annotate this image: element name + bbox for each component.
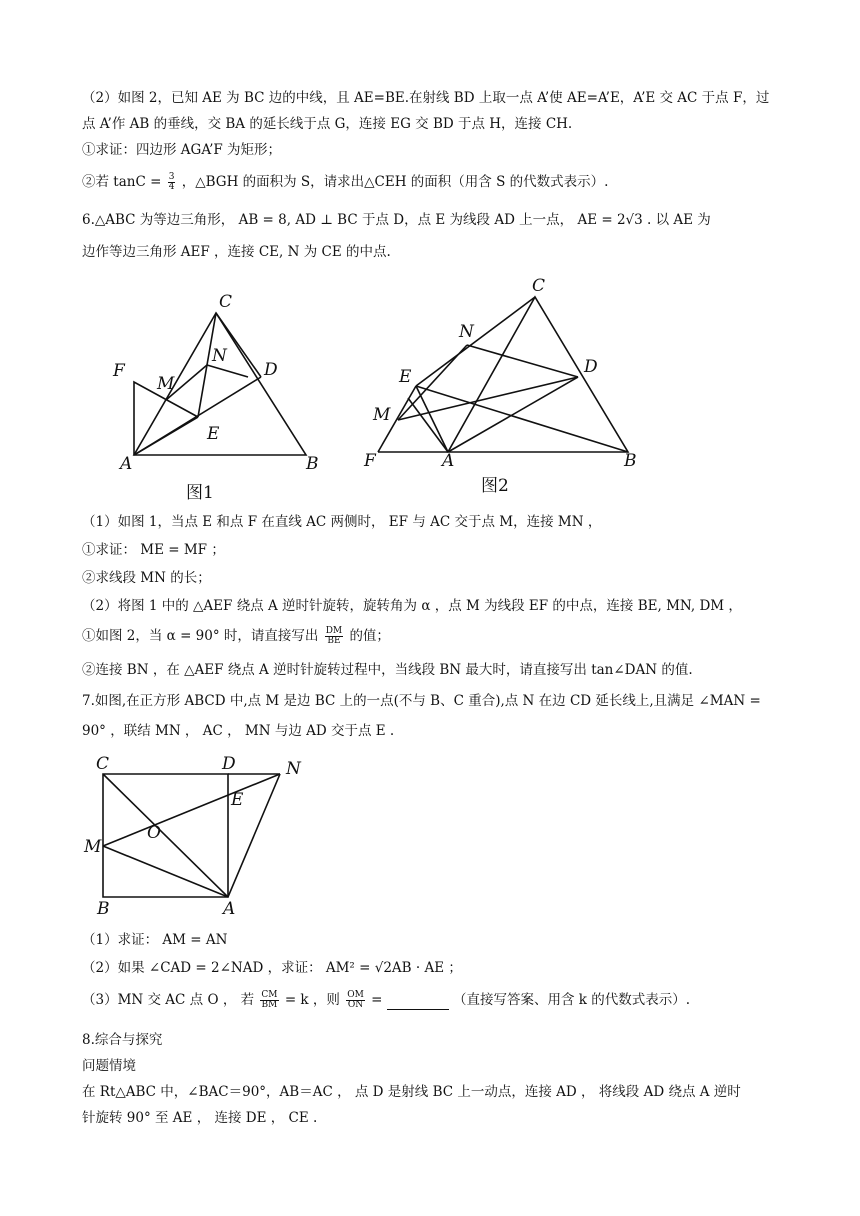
fraction: $\frac{DM}{BE}$ xyxy=(325,626,343,646)
fig2-label-a: A xyxy=(442,451,455,471)
q7-line1: 7.如图,在正方形 ABCD 中,点 M 是边 BC 上的一点(不与 B、C 重合),点 N 在边 CD 延长线上,且满足 ∠MAN = xyxy=(82,693,761,709)
fig2-label-d: D xyxy=(584,357,598,377)
q5-part2b: 点 A’作 AB 的垂线，交 BA 的延长线于点 G，连接 EG 交 BD 于点 H，连接 CH. xyxy=(82,116,573,132)
fig2-label-f: F xyxy=(364,451,376,471)
fig1-label-a: A xyxy=(120,454,133,474)
fig1-caption: 图1 xyxy=(186,483,214,503)
fraction: $\frac{CM}{BM}$ xyxy=(261,990,278,1010)
q7-p3-pre: （3）MN 交 AC 点 O ， 若 xyxy=(82,992,255,1008)
q6-p2a-pre: ①如图 2，当 α = 90° 时，请直接写出 xyxy=(82,628,319,644)
fig7-label-m: M xyxy=(84,837,102,857)
fig2-label-m: M xyxy=(373,405,391,425)
q6-line2: 边作等边三角形 AEF ，连接 CE, N 为 CE 的中点. xyxy=(82,244,391,260)
q7-p3-mid: = k ，则 xyxy=(284,992,340,1008)
fig2-label-e: E xyxy=(399,367,412,387)
fig1-label-e: E xyxy=(207,424,220,444)
fig1-label-f: F xyxy=(113,361,125,381)
q8-line1: 在 Rt△ABC 中，∠BAC＝90°，AB＝AC ， 点 D 是射线 BC 上一动点，连接 AD ， 将线段 AD 绕点 A 逆时 xyxy=(82,1084,741,1100)
q6-figure-2 xyxy=(360,275,650,500)
fig1-label-d: D xyxy=(264,360,278,380)
fig7-label-a: A xyxy=(223,899,236,919)
q7-p3-post: （直接写答案、用含 k 的代数式表示）. xyxy=(453,992,691,1008)
q7-figure xyxy=(80,752,310,922)
q6-line1: 6.△ABC 为等边三角形， AB = 8, AD ⊥ BC 于点 D，点 E 为线段 AD 上一点， AE = 2√3 . 以 AE 为 xyxy=(82,212,711,228)
q5-sub1: ①求证：四边形 AGA’F 为矩形； xyxy=(82,142,282,158)
fig1-label-b: B xyxy=(306,454,319,474)
q6-p2a-post: 的值； xyxy=(349,628,390,644)
fig1-label-c: C xyxy=(219,292,233,312)
q7-p3-eq: = xyxy=(371,992,383,1008)
fig2-label-b: B xyxy=(624,451,637,471)
q7-line2: 90° ，联结 MN ， AC ， MN 与边 AD 交于点 E . xyxy=(82,723,395,739)
fig2-label-n: N xyxy=(459,322,474,342)
fig7-label-o: O xyxy=(147,823,161,843)
fig7-label-n: N xyxy=(286,759,301,779)
fig7-label-e: E xyxy=(231,790,244,810)
q8-title: 8.综合与探究 xyxy=(82,1032,163,1048)
q6-p1: （1）如图 1，当点 E 和点 F 在直线 AC 两侧时， EF 与 AC 交于点 M，连接 MN ， xyxy=(82,514,602,530)
q5-sub2-pre: ②若 tanC = xyxy=(82,174,162,190)
q5-part2: （2）如图 2，已知 AE 为 BC 边的中线，且 AE=BE.在射线 BD 上取一点 A’使 AE=A’E，A’E 交 AC 于点 F，过 xyxy=(82,90,770,106)
q5-sub2 xyxy=(82,172,608,192)
q8-line2: 针旋转 90° 至 AE ， 连接 DE ， CE . xyxy=(82,1110,318,1126)
q7-p1: （1）求证： AM = AN xyxy=(82,932,228,948)
fraction: $\frac{OM}{ON}$ xyxy=(347,990,364,1010)
q6-p1b: ②求线段 MN 的长； xyxy=(82,570,211,586)
q7-p3 xyxy=(82,990,690,1010)
fig1-label-n: N xyxy=(212,346,227,366)
q6-p2b: ②连接 BN ，在 △AEF 绕点 A 逆时针旋转过程中，当线段 BN 最大时，请直接写出 tan∠DAN 的值. xyxy=(82,662,693,678)
q6-p1a: ①求证： ME = MF ； xyxy=(82,542,225,558)
q6-p2a xyxy=(82,626,390,646)
fig7-label-c: C xyxy=(96,754,110,774)
q6-figure-1 xyxy=(100,285,340,505)
q7-p2: （2）如果 ∠CAD = 2∠NAD ，求证： AM² = √2AB · AE ； xyxy=(82,960,462,976)
fig7-label-d: D xyxy=(222,754,236,774)
fig1-label-m: M xyxy=(157,374,175,394)
fraction: $\frac{3}{4}$ xyxy=(168,172,175,192)
q5-sub2-post: ，△BGH 的面积为 S，请求出△CEH 的面积（用含 S 的代数式表示）. xyxy=(181,174,609,190)
fig7-label-b: B xyxy=(97,899,110,919)
fig2-caption: 图2 xyxy=(481,476,509,496)
fig2-label-c: C xyxy=(532,276,546,296)
q8-sub: 问题情境 xyxy=(82,1058,136,1074)
q6-p2: （2）将图 1 中的 △AEF 绕点 A 逆时针旋转，旋转角为 α ，点 M 为线段 EF 的中点，连接 BE, MN, DM ， xyxy=(82,598,742,614)
answer-blank xyxy=(387,995,449,1010)
